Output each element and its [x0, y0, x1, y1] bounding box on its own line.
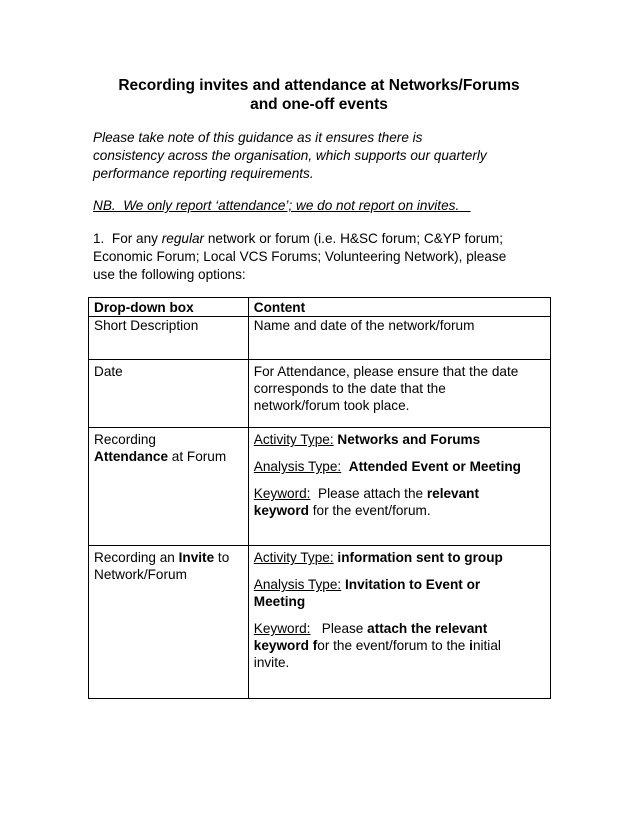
- header-content: Content: [248, 298, 550, 317]
- activity-type-value: Networks and Forums: [337, 432, 481, 447]
- keyword-text-2: or the event/forum to the: [317, 638, 470, 653]
- attendance-label-line-2: [94, 448, 244, 465]
- attendance-content: [248, 428, 550, 546]
- table-row-attendance: [89, 428, 551, 546]
- keyword-bold-1: attach the relevant: [367, 621, 488, 636]
- analysis-type-label: Analysis Type:: [253, 577, 342, 592]
- attendance-label-line-1: Recording: [94, 432, 156, 447]
- analysis-type-value: Attended Event or Meeting: [348, 459, 521, 474]
- spacer: [254, 610, 546, 620]
- para-line-2: Economic Forum; Local VCS Forums; Volunteering Network), please: [93, 249, 507, 264]
- title-line-1: Recording invites and attendance at Networks/Forums: [118, 77, 520, 94]
- para-line-1: [93, 230, 553, 248]
- keyword-bold-3: i: [469, 638, 473, 653]
- date-content-line-3: network/forum took place.: [253, 398, 410, 413]
- keyword-text-3: nitial: [472, 638, 501, 653]
- keyword-text-1: Please: [310, 621, 368, 636]
- guidance-paragraph: [93, 129, 553, 183]
- para-prefix: 1. For any: [93, 231, 162, 246]
- invite-label-bold: Invite: [178, 550, 215, 565]
- invite-content: [248, 546, 550, 699]
- attendance-label-rest: at Forum: [168, 449, 227, 464]
- activity-type-label: Activity Type:: [253, 550, 334, 565]
- header-dropdown-box: Drop-down box: [89, 298, 249, 317]
- date-content: [248, 360, 550, 428]
- invite-activity-type: [254, 549, 546, 566]
- table-row-date: [89, 360, 551, 428]
- attendance-label-bold: Attendance: [94, 449, 169, 464]
- keyword-bold-2: keyword f: [253, 638, 318, 653]
- para-regular: regular: [161, 231, 205, 246]
- attendance-keyword-line-1: [254, 485, 546, 502]
- activity-type-label: Activity Type:: [253, 432, 334, 447]
- spacer: [254, 448, 546, 458]
- attendance-keyword-line-2: [254, 502, 546, 519]
- invite-keyword-line-3: invite.: [253, 655, 290, 670]
- invite-keyword-line-2: [254, 637, 546, 654]
- invite-label: [89, 546, 249, 699]
- keyword-label: Keyword:: [253, 621, 311, 636]
- analysis-type-value-2: Meeting: [253, 594, 306, 609]
- keyword-text-1: Please attach the: [310, 486, 427, 501]
- keyword-label: Keyword:: [253, 486, 311, 501]
- options-table: [88, 297, 551, 699]
- page-title: [88, 76, 550, 114]
- guidance-line-3: performance reporting requirements.: [93, 166, 314, 181]
- keyword-bold-1: relevant: [426, 486, 479, 501]
- short-description-label: Short Description: [89, 317, 249, 360]
- attendance-activity-type: [254, 431, 546, 448]
- para-line-3: use the following options:: [93, 267, 246, 282]
- spacer: [254, 475, 546, 485]
- short-description-content: Name and date of the network/forum: [248, 317, 550, 360]
- guidance-line-1: Please take note of this guidance as it ensures there is: [93, 130, 423, 145]
- table-row-invite: [89, 546, 551, 699]
- attendance-label: [89, 428, 249, 546]
- title-line-2: and one-off events: [250, 96, 388, 113]
- keyword-text-2: for the event/forum.: [308, 503, 431, 518]
- date-content-line-1: For Attendance, please ensure that the date: [253, 364, 519, 379]
- spacer: [254, 566, 546, 576]
- table-row-short-description: [89, 317, 551, 360]
- invite-label-line-2: Network/Forum: [94, 567, 187, 582]
- regular-forum-paragraph: [93, 230, 553, 284]
- invite-label-prefix: Recording an: [94, 550, 179, 565]
- keyword-bold-2: keyword: [253, 503, 309, 518]
- invite-keyword-line-1: [254, 620, 546, 637]
- attendance-analysis-type: [254, 458, 546, 475]
- guidance-line-2: consistency across the organisation, which supports our quarterly: [93, 148, 487, 163]
- para-rest: network or forum (i.e. H&SC forum; C&YP forum;: [204, 231, 503, 246]
- invite-label-line-1: [94, 549, 244, 566]
- date-label: Date: [89, 360, 249, 428]
- invite-analysis-type: [254, 576, 546, 593]
- analysis-type-label: Analysis Type:: [253, 459, 342, 474]
- invite-label-suffix: to: [214, 550, 230, 565]
- activity-type-value: information sent to group: [337, 550, 503, 565]
- date-content-line-2: corresponds to the date that the: [253, 381, 446, 396]
- nb-note: NB. We only report ‘attendance’; we do not report on invites.: [93, 198, 471, 213]
- table-header-row: [89, 298, 551, 317]
- analysis-type-value-1: Invitation to Event or: [344, 577, 481, 592]
